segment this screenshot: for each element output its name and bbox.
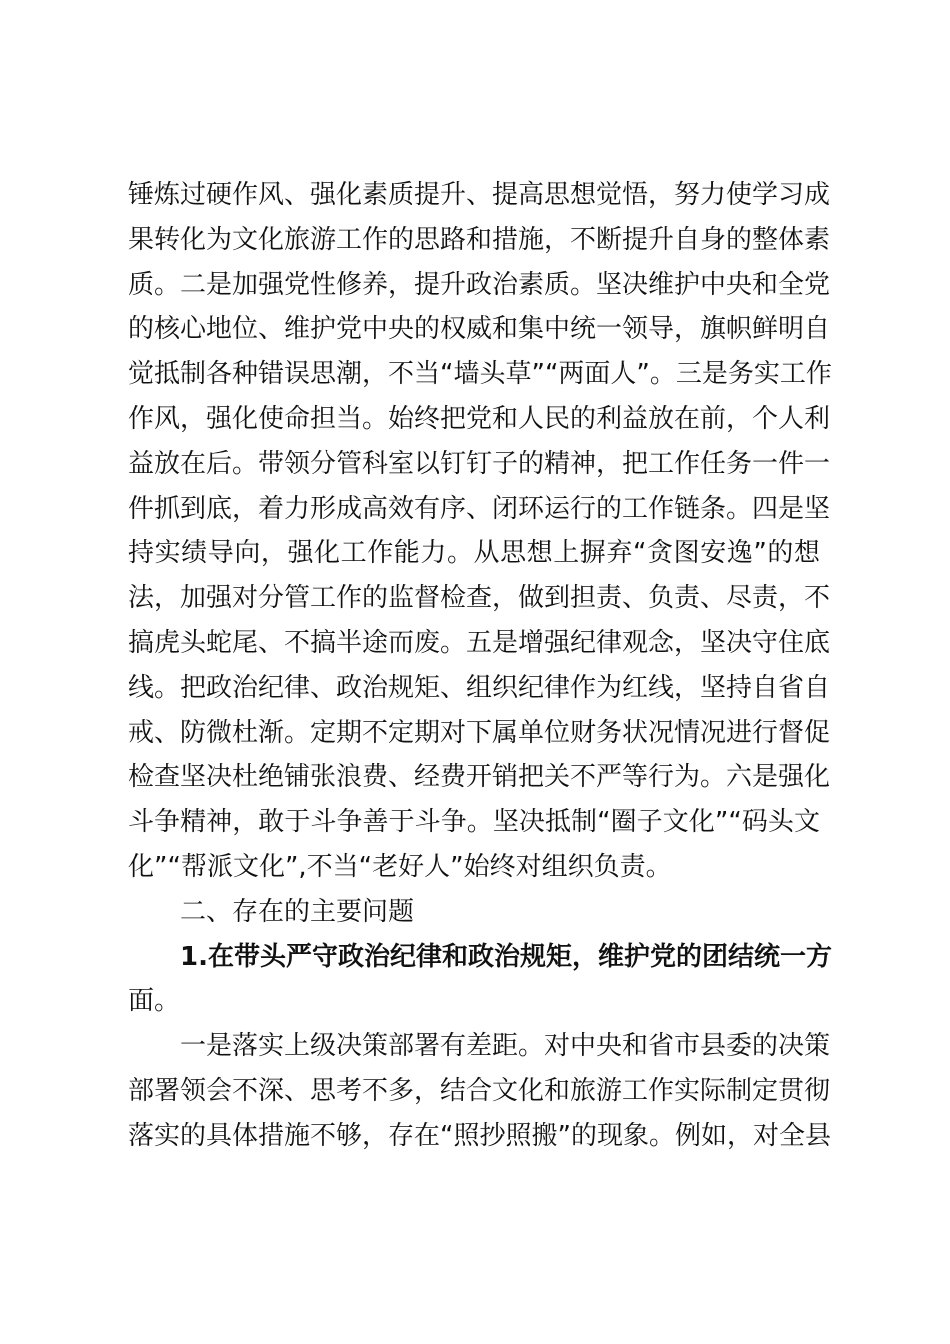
- paragraph-line: 持实绩导向，强化工作能力。从思想上摒弃“贪图安逸”的想: [128, 538, 820, 569]
- paragraph-line: 搞虎头蛇尾、不搞半途而废。五是增强纪律观念，坚决守住底: [128, 627, 831, 658]
- paragraph-line: 线。把政治纪律、政治规矩、组织纪律作为红线，坚持自省自: [128, 672, 831, 703]
- paragraph-line: 果转化为文化旅游工作的思路和措施，不断提升自身的整体素: [128, 224, 831, 255]
- paragraph-line: 觉抵制各种错误思潮，不当“墙头草”“两面人”。三是务实工作: [128, 359, 832, 390]
- paragraph-line: 化”“帮派文化”,不当“老好人”始终对组织负责。: [128, 851, 672, 882]
- paragraph-line: 落实的具体措施不够，存在“照抄照搬”的现象。例如，对全县: [128, 1120, 831, 1151]
- paragraph-line: 作风，强化使命担当。始终把党和人民的利益放在前，个人利: [128, 403, 831, 434]
- paragraph-line: 部署领会不深、思考不多，结合文化和旅游工作实际制定贯彻: [128, 1075, 831, 1106]
- paragraph-line: 斗争精神，敢于斗争善于斗争。坚决抵制“圈子文化”“码头文: [128, 807, 820, 838]
- subheading-line: 1.在带头严守政治纪律和政治规矩，维护党的团结统一方: [180, 941, 832, 972]
- document-body: [128, 173, 832, 1159]
- paragraph-line: 锤炼过硬作风、强化素质提升、提高思想觉悟，努力使学习成: [128, 180, 831, 210]
- paragraph-line: 的核心地位、维护党中央的权威和集中统一领导，旗帜鲜明自: [128, 314, 831, 345]
- paragraph-line: 一是落实上级决策部署有差距。对中央和省市县委的决策: [180, 1031, 831, 1062]
- paragraph-line: 件抓到底，着力形成高效有序、闭环运行的工作链条。四是坚: [128, 493, 831, 524]
- subheading-line: 面。: [128, 986, 181, 1017]
- paragraph-line: 检查坚决杜绝铺张浪费、经费开销把关不严等行为。六是强化: [128, 762, 831, 793]
- paragraph-line: 戒、防微杜渐。定期不定期对下属单位财务状况情况进行督促: [128, 717, 831, 748]
- paragraph-line: 益放在后。带领分管科室以钉钉子的精神，把工作任务一件一: [128, 448, 831, 479]
- section-heading: 二、存在的主要问题: [180, 896, 415, 927]
- paragraph-line: 质。二是加强党性修养，提升政治素质。坚决维护中央和全党: [128, 269, 831, 300]
- paragraph-line: 法，加强对分管工作的监督检查，做到担责、负责、尽责，不: [128, 583, 831, 614]
